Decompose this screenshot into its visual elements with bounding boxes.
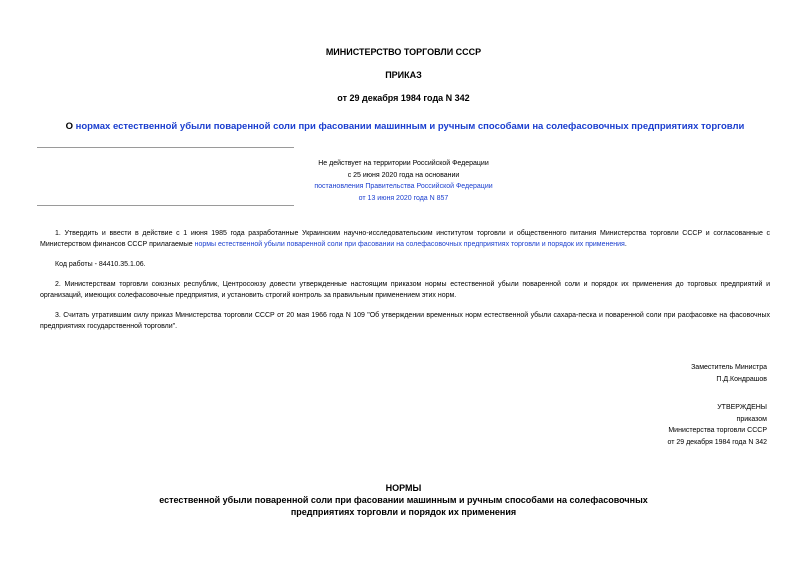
- divider-top: [37, 147, 294, 148]
- norms-heading: [0, 482, 807, 518]
- divider-bottom: [37, 205, 294, 206]
- approval-line-1: УТВЕРЖДЕНЫ: [717, 404, 767, 411]
- notice-line-1: Не действует на территории Российской Федерации: [318, 160, 489, 167]
- notice-line-2: с 25 июня 2020 года на основании: [347, 171, 460, 179]
- ministry-heading: МИНИСТЕРСТВО ТОРГОВЛИ СССР: [325, 47, 482, 57]
- signature-position: Заместитель Министра: [691, 364, 767, 371]
- norms-heading-line-1: естественной убыли поваренной соли при фасовании машинным и ручным способами на солефасовочных: [159, 495, 648, 505]
- status-notice: [0, 158, 807, 204]
- signature-block: [691, 362, 767, 385]
- norms-heading-word: НОРМЫ: [385, 483, 422, 493]
- work-code: Код работы - 84410.35.1.06.: [55, 261, 146, 268]
- title-prefix: О: [65, 121, 76, 132]
- approval-line-4: от 29 декабря 1984 года N 342: [667, 438, 767, 446]
- paragraph-1: [40, 228, 770, 250]
- paragraph-1-text: 1. Утвердить и ввести в действие с 1 июня 1985 года разработанные Украинским научно-исследовательским институтом торговли и общественного питания Министерства торговли СССР и согласованные с Министерством финансов СССР прилагаемые: [40, 230, 770, 248]
- paragraph-1-end: .: [624, 241, 627, 248]
- doc-type-heading: ПРИКАЗ: [385, 70, 422, 80]
- approval-block: [667, 402, 767, 448]
- document-title: [40, 121, 770, 132]
- paragraph-3: 3. Считать утратившим силу приказ Министерства торговли СССР от 20 мая 1966 года N 109 "Об утверждении временных норм естественной убыли сахара-песка и поваренной соли при расфасовке на фасовочных предприятиях государственной торговли".: [40, 312, 770, 330]
- norms-heading-line-2: предприятиях торговли и порядок их применения: [290, 507, 517, 517]
- approval-line-3: Министерства торговли СССР: [668, 427, 767, 434]
- notice-decree-link[interactable]: постановления Правительства Российской Федерации: [314, 183, 493, 190]
- title-link[interactable]: нормах естественной убыли поваренной соли при фасовании машинным и ручным способами на солефасовочных предприятиях торговли: [75, 121, 745, 132]
- norms-link[interactable]: нормы естественной убыли поваренной соли при фасовании на солефасовочных предприятиях торговли и порядок их применения: [194, 241, 625, 248]
- signature-name: П.Д.Кондрашов: [716, 375, 767, 383]
- notice-decree-date-link[interactable]: от 13 июня 2020 года N 857: [358, 194, 449, 202]
- approval-line-2: приказом: [736, 415, 767, 423]
- doc-date-number: от 29 декабря 1984 года N 342: [337, 93, 470, 103]
- paragraph-2: 2. Министерствам торговли союзных республик, Центросоюзу довести утвержденные настоящим приказом нормы естественной убыли поваренной соли и порядок их применения до торговых предприятий и организаций, имеющих солефасовочные предприятия, и установить строгий контроль за правильным применением этих норм.: [40, 281, 770, 299]
